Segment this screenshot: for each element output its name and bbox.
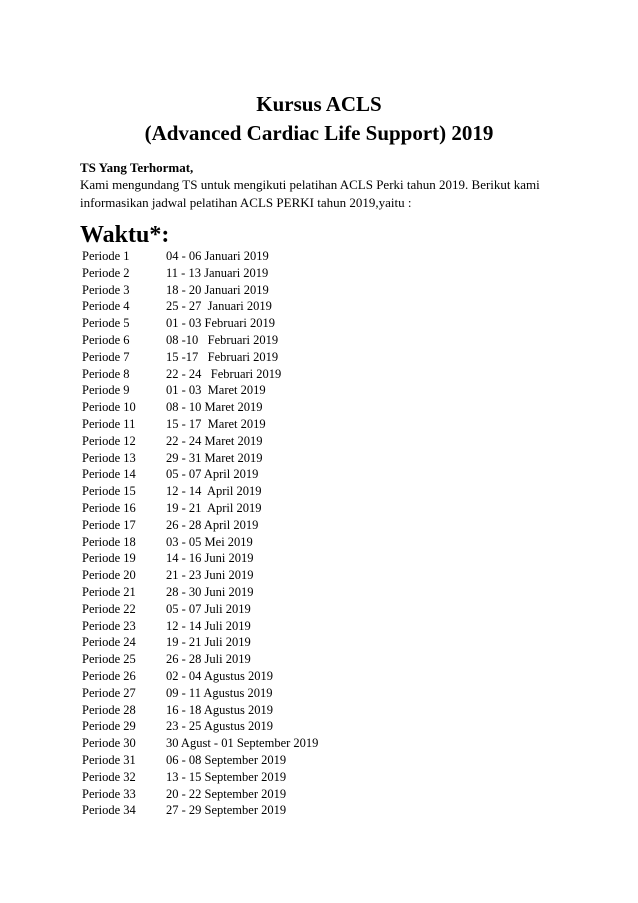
period-label: Periode 12	[82, 433, 136, 448]
schedule-row	[82, 769, 318, 786]
schedule-row	[82, 550, 318, 567]
period-label: Periode 34	[82, 803, 136, 818]
period-label: Periode 18	[82, 534, 136, 549]
period-label: Periode 24	[82, 635, 136, 650]
period-dates: 28 - 30 Juni 2019	[166, 584, 254, 599]
schedule-row	[82, 685, 318, 702]
period-dates: 13 - 15 September 2019	[166, 769, 287, 784]
period-dates: 05 - 07 Juli 2019	[166, 601, 251, 616]
period-label: Periode 2	[82, 265, 130, 280]
period-dates: 01 - 03 Maret 2019	[166, 383, 266, 398]
schedule-row	[82, 802, 318, 819]
schedule-row	[82, 651, 318, 668]
period-dates: 16 - 18 Agustus 2019	[166, 702, 273, 717]
document-title: Kursus ACLS	[256, 92, 382, 116]
period-label: Periode 6	[82, 332, 130, 347]
intro-line: informasikan jadwal pelatihan ACLS PERKI tahun 2019,yaitu :	[80, 195, 412, 210]
period-dates: 19 - 21 Juli 2019	[166, 635, 251, 650]
period-label: Periode 29	[82, 719, 136, 734]
schedule-row	[82, 601, 318, 618]
period-label: Periode 21	[82, 584, 136, 599]
period-dates: 15 - 17 Maret 2019	[166, 416, 266, 431]
greeting: TS Yang Terhormat,	[80, 160, 194, 175]
period-label: Periode 31	[82, 752, 136, 767]
period-dates: 03 - 05 Mei 2019	[166, 534, 253, 549]
period-dates: 08 - 10 Maret 2019	[166, 400, 263, 415]
schedule-row	[82, 349, 318, 366]
period-label: Periode 3	[82, 282, 130, 297]
schedule-row	[82, 315, 318, 332]
period-dates: 12 - 14 Juli 2019	[166, 618, 251, 633]
period-dates: 12 - 14 April 2019	[166, 484, 262, 499]
period-label: Periode 26	[82, 668, 136, 683]
schedule-row	[82, 735, 318, 752]
period-label: Periode 10	[82, 400, 136, 415]
period-label: Periode 33	[82, 786, 136, 801]
schedule-row	[82, 433, 318, 450]
schedule-row	[82, 282, 318, 299]
period-label: Periode 13	[82, 450, 136, 465]
period-dates: 06 - 08 September 2019	[166, 752, 287, 767]
period-dates: 27 - 29 September 2019	[166, 803, 287, 818]
period-dates: 19 - 21 April 2019	[166, 500, 262, 515]
period-label: Periode 30	[82, 736, 136, 751]
intro-line: Kami mengundang TS untuk mengikuti pelatihan ACLS Perki tahun 2019. Berikut kami	[80, 177, 540, 192]
period-label: Periode 14	[82, 467, 136, 482]
schedule-list	[82, 248, 318, 819]
schedule-row	[82, 534, 318, 551]
period-label: Periode 8	[82, 366, 130, 381]
period-dates: 04 - 06 Januari 2019	[166, 249, 269, 263]
schedule-row	[82, 567, 318, 584]
period-label: Periode 23	[82, 618, 136, 633]
period-label: Periode 15	[82, 484, 136, 499]
period-dates: 21 - 23 Juni 2019	[166, 568, 254, 583]
schedule-row	[82, 618, 318, 635]
period-dates: 22 - 24 Maret 2019	[166, 433, 263, 448]
schedule-row	[82, 366, 318, 383]
schedule-row	[82, 786, 318, 803]
schedule-row	[82, 382, 318, 399]
period-dates: 08 -10 Februari 2019	[166, 332, 279, 347]
schedule-row	[82, 450, 318, 467]
period-label: Periode 19	[82, 551, 136, 566]
period-label: Periode 20	[82, 568, 136, 583]
period-dates: 02 - 04 Agustus 2019	[166, 668, 273, 683]
period-dates: 25 - 27 Januari 2019	[166, 299, 272, 314]
schedule-row	[82, 399, 318, 416]
period-label: Periode 7	[82, 349, 130, 364]
schedule-row	[82, 265, 318, 282]
schedule-row	[82, 416, 318, 433]
document-subtitle: (Advanced Cardiac Life Support) 2019	[144, 121, 494, 145]
period-label: Periode 17	[82, 517, 136, 532]
period-label: Periode 5	[82, 316, 130, 331]
period-label: Periode 1	[82, 249, 130, 263]
period-label: Periode 27	[82, 685, 136, 700]
period-dates: 15 -17 Februari 2019	[166, 349, 279, 364]
period-dates: 11 - 13 Januari 2019	[166, 265, 269, 280]
section-heading-waktu: Waktu*:	[80, 222, 170, 248]
period-dates: 23 - 25 Agustus 2019	[166, 719, 273, 734]
period-dates: 29 - 31 Maret 2019	[166, 450, 263, 465]
period-label: Periode 11	[82, 416, 136, 431]
schedule-row	[82, 752, 318, 769]
period-dates: 18 - 20 Januari 2019	[166, 282, 269, 297]
schedule-row	[82, 298, 318, 315]
period-dates: 05 - 07 April 2019	[166, 467, 259, 482]
schedule-row	[82, 500, 318, 517]
schedule-row	[82, 517, 318, 534]
period-dates: 30 Agust - 01 September 2019	[166, 736, 319, 751]
schedule-row	[82, 702, 318, 719]
period-dates: 22 - 24 Februari 2019	[166, 366, 282, 381]
period-dates: 20 - 22 September 2019	[166, 786, 287, 801]
schedule-row	[82, 584, 318, 601]
period-dates: 26 - 28 Juli 2019	[166, 652, 251, 667]
schedule-row	[82, 332, 318, 349]
period-label: Periode 22	[82, 601, 136, 616]
period-label: Periode 28	[82, 702, 136, 717]
schedule-row	[82, 248, 318, 265]
period-dates: 09 - 11 Agustus 2019	[166, 685, 273, 700]
period-dates: 26 - 28 April 2019	[166, 517, 259, 532]
period-label: Periode 9	[82, 383, 130, 398]
intro-paragraph	[80, 176, 560, 212]
period-label: Periode 16	[82, 500, 136, 515]
schedule-row	[82, 466, 318, 483]
schedule-row	[82, 634, 318, 651]
schedule-row	[82, 668, 318, 685]
schedule-row	[82, 483, 318, 500]
period-label: Periode 32	[82, 769, 136, 784]
period-label: Periode 25	[82, 652, 136, 667]
period-dates: 14 - 16 Juni 2019	[166, 551, 254, 566]
period-dates: 01 - 03 Februari 2019	[166, 316, 276, 331]
period-label: Periode 4	[82, 299, 130, 314]
schedule-row	[82, 718, 318, 735]
